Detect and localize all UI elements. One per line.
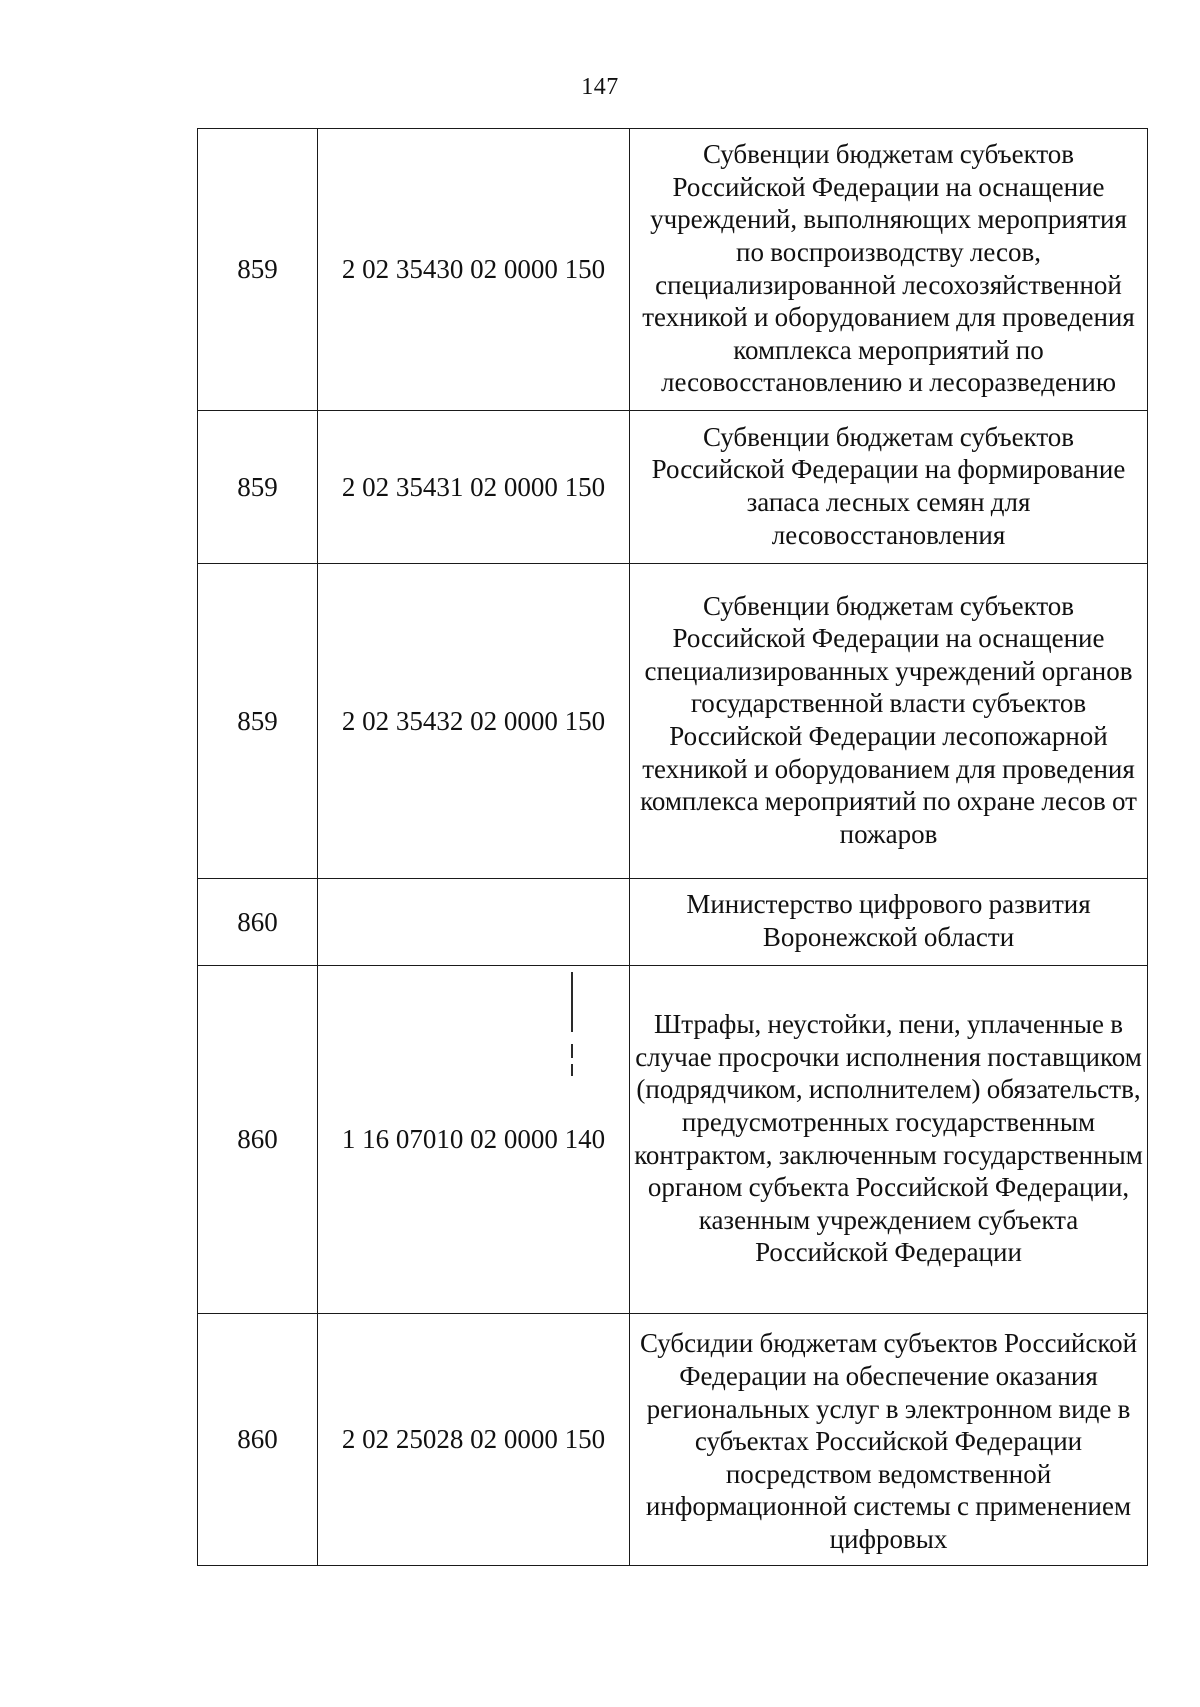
page-number: 147 (581, 74, 619, 100)
admin-code-cell: 859 (198, 129, 318, 411)
admin-code-cell: 860 (198, 1314, 318, 1566)
table-row (198, 879, 1148, 966)
budget-code-cell: 2 02 35431 02 0000 150 (318, 411, 630, 564)
budget-revenue-table (197, 128, 1148, 1566)
description-cell: Субвенции бюджетам субъектов Российской Федерации на оснащение учреждений, выполняющих мероприятия по воспроизводству лесов, специализированной лесохозяйственной техникой и оборудованием для проведения комплекса мероприятий по лесовосстановлению и лесоразведению (630, 129, 1148, 411)
budget-code-cell: 2 02 25028 02 0000 150 (318, 1314, 630, 1566)
description-cell: Субвенции бюджетам субъектов Российской Федерации на формирование запаса лесных семян для лесовосстановления (630, 411, 1148, 564)
admin-code-cell: 860 (198, 966, 318, 1314)
budget-code-cell: 2 02 35432 02 0000 150 (318, 564, 630, 879)
budget-code-cell: 2 02 35430 02 0000 150 (318, 129, 630, 411)
admin-code-cell: 860 (198, 879, 318, 966)
table-row (198, 129, 1148, 411)
description-cell: Субсидии бюджетам субъектов Российской Федерации на обеспечение оказания региональных услуг в электронном виде в субъектах Российской Федерации посредством ведомственной информационной системы с применением цифровых (630, 1314, 1148, 1566)
description-cell: Субвенции бюджетам субъектов Российской Федерации на оснащение специализированных учреждений органов государственной власти субъектов Российской Федерации лесопожарной техникой и оборудованием для проведения комплекса мероприятий по охране лесов от пожаров (630, 564, 1148, 879)
description-cell: Министерство цифрового развития Воронежской области (630, 879, 1148, 966)
admin-code-cell: 859 (198, 564, 318, 879)
table-row (198, 966, 1148, 1314)
table-row (198, 564, 1148, 879)
budget-code-cell (318, 879, 630, 966)
scan-artifact-mark (571, 972, 573, 1076)
table-row (198, 411, 1148, 564)
table-row (198, 1314, 1148, 1566)
description-cell: Штрафы, неустойки, пени, уплаченные в случае просрочки исполнения поставщиком (подрядчиком, исполнителем) обязательств, предусмотренных государственным контрактом, заключенным государственным органом субъекта Российской Федерации, казенным учреждением субъекта Российской Федерации (630, 966, 1148, 1314)
budget-code-cell: 1 16 07010 02 0000 140 (318, 966, 630, 1314)
admin-code-cell: 859 (198, 411, 318, 564)
